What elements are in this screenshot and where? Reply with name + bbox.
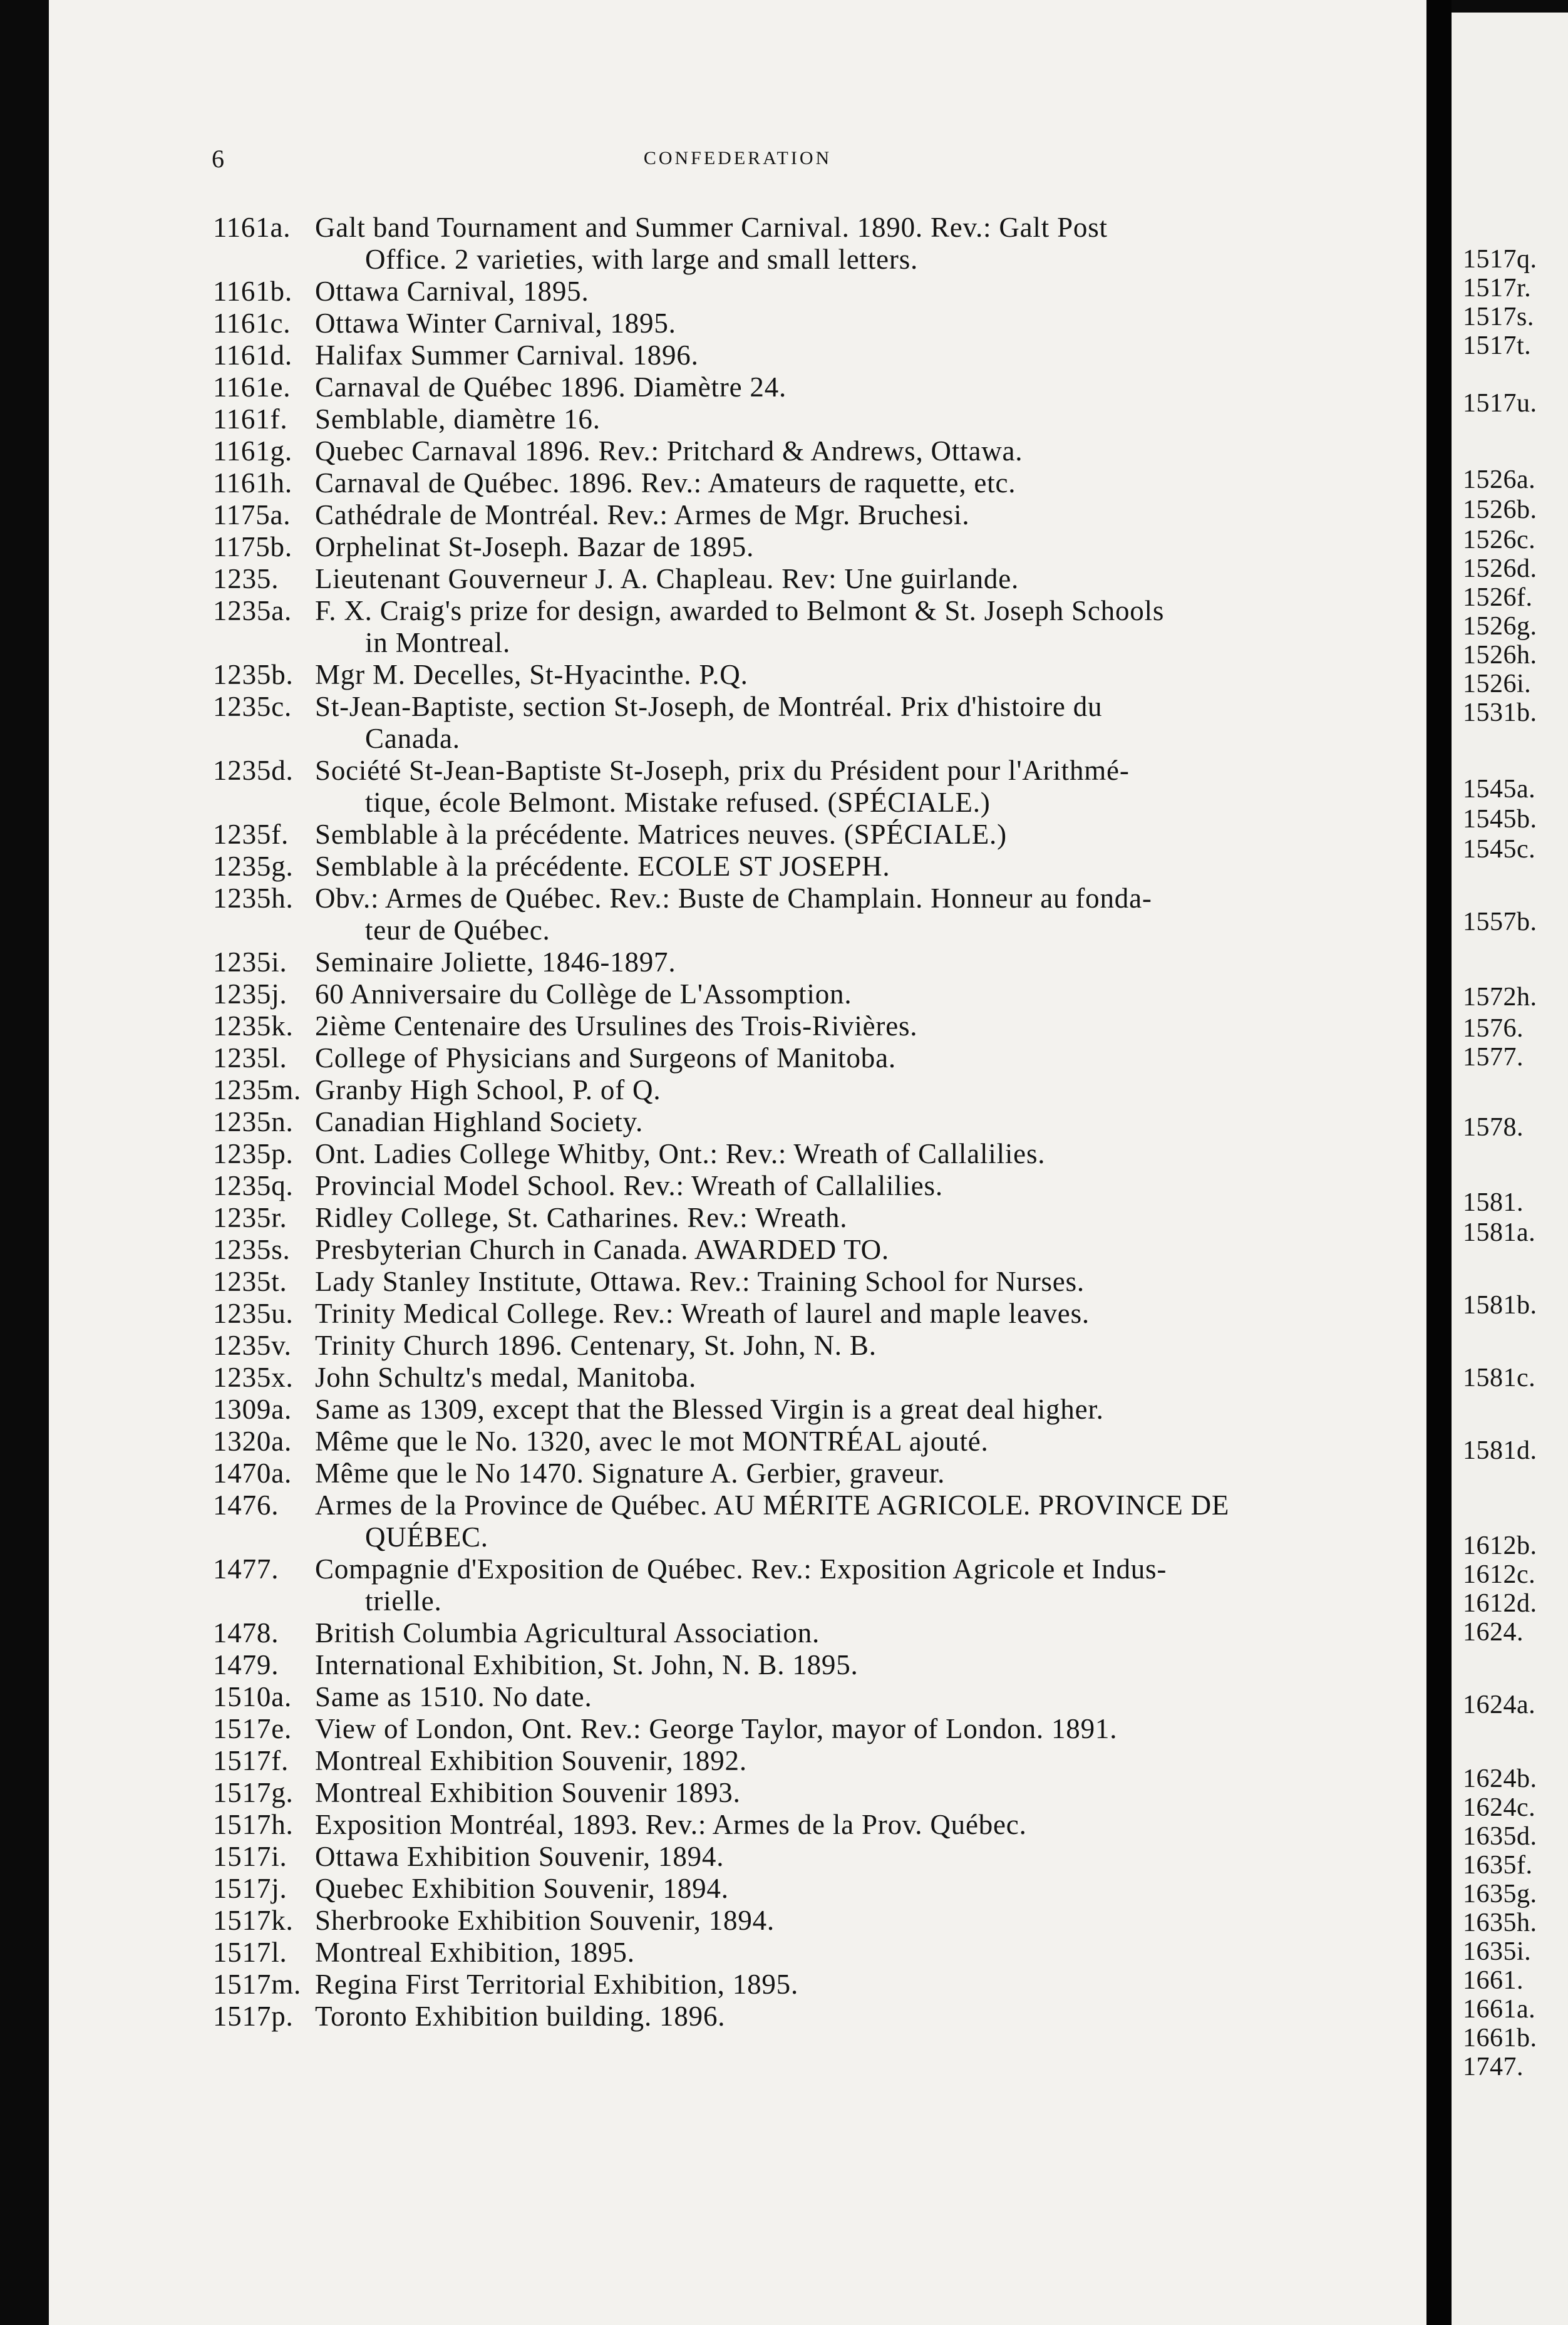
- entry-text: Cathédrale de Montréal. Rev.: Armes de Mgr. Bruchesi.: [315, 499, 970, 531]
- entry-continuation: teur de Québec.: [365, 914, 550, 946]
- right-entry-number: 1635i.: [1463, 1937, 1532, 1966]
- entry-number: 1235a.: [213, 595, 292, 626]
- entry-number: 1235r.: [213, 1202, 287, 1233]
- entry-number: 1320a.: [213, 1426, 292, 1457]
- entry-text: Compagnie d'Exposition de Québec. Rev.: Exposition Agricole et Indus-: [315, 1553, 1167, 1585]
- entry-text: Sherbrooke Exhibition Souvenir, 1894.: [315, 1905, 775, 1936]
- entry-number: 1235i.: [213, 946, 287, 978]
- list-item: [213, 1298, 1440, 1330]
- list-item: [213, 851, 1440, 883]
- list-item: [213, 1234, 1440, 1266]
- list-item: [213, 403, 1440, 435]
- entry-number: 1479.: [213, 1649, 279, 1680]
- entry-text: Carnaval de Québec 1896. Diamètre 24.: [315, 371, 787, 403]
- entry-number: 1235h.: [213, 883, 294, 914]
- entry-text: Orphelinat St-Joseph. Bazar de 1895.: [315, 531, 755, 562]
- list-item: [213, 1010, 1440, 1042]
- right-entry-number: 1557b.: [1463, 908, 1537, 936]
- entry-continuation: QUÉBEC.: [365, 1521, 488, 1553]
- right-entry-number: 1581.: [1463, 1188, 1524, 1217]
- list-item: [213, 1202, 1440, 1234]
- entry-text: Société St-Jean-Baptiste St-Joseph, prix du Président pour l'Arithmé-: [315, 755, 1130, 786]
- entry-number: 1235q.: [213, 1170, 294, 1201]
- page-number: 6: [212, 145, 224, 173]
- entry-number: 1477.: [213, 1553, 279, 1585]
- entry-text: John Schultz's medal, Manitoba.: [315, 1362, 697, 1393]
- right-entry-number: 1526f.: [1463, 583, 1533, 612]
- entry-text: Montreal Exhibition, 1895.: [315, 1937, 635, 1968]
- list-item: [213, 1042, 1440, 1074]
- list-item: [213, 1937, 1440, 1969]
- right-entry-number: 1612d.: [1463, 1589, 1537, 1618]
- right-entry-number: 1661a.: [1463, 1995, 1536, 2024]
- right-entry-number: 1578.: [1463, 1113, 1524, 1142]
- list-item: [213, 339, 1440, 371]
- entry-text: Carnaval de Québec. 1896. Rev.: Amateurs de raquette, etc.: [315, 467, 1016, 499]
- entry-number: 1235u.: [213, 1298, 294, 1329]
- right-entry-number: 1612c.: [1463, 1560, 1536, 1589]
- entry-text: Semblable, diamètre 16.: [315, 403, 601, 435]
- running-head: CONFEDERATION: [643, 148, 832, 168]
- right-entry-number: 1624.: [1463, 1618, 1524, 1647]
- entry-text: Same as 1309, except that the Blessed Virgin is a great deal higher.: [315, 1394, 1104, 1425]
- entry-text: Mgr M. Decelles, St-Hyacinthe. P.Q.: [315, 659, 748, 690]
- entry-number: 1235p.: [213, 1138, 294, 1169]
- entry-continuation: trielle.: [365, 1585, 442, 1617]
- right-entry-number: 1517s.: [1463, 303, 1534, 331]
- list-item: [213, 1745, 1440, 1777]
- entry-number: 1517p.: [213, 2001, 294, 2032]
- list-item: [213, 499, 1440, 531]
- entry-number: 1235.: [213, 563, 279, 594]
- page-header: [49, 144, 1426, 182]
- right-entry-number: 1517r.: [1463, 274, 1532, 303]
- entry-number: 1510a.: [213, 1681, 292, 1712]
- right-entry-number: 1635f.: [1463, 1851, 1533, 1880]
- list-item: [213, 563, 1440, 595]
- entry-number: 1161e.: [213, 371, 291, 403]
- entry-text: Same as 1510. No date.: [315, 1681, 592, 1712]
- right-entry-number: 1526c.: [1463, 526, 1536, 554]
- entry-number: 1161g.: [213, 435, 292, 467]
- entry-number: 1517e.: [213, 1713, 292, 1744]
- list-item: [213, 435, 1440, 467]
- entry-text: Ottawa Carnival, 1895.: [315, 276, 589, 307]
- entry-number: 1517g.: [213, 1777, 294, 1808]
- list-item: [213, 1266, 1440, 1298]
- right-entry-number: 1526d.: [1463, 554, 1537, 583]
- list-item: [213, 946, 1440, 978]
- right-page-fragment: [1452, 13, 1568, 2325]
- entry-number: 1517i.: [213, 1841, 287, 1872]
- list-item: [213, 1489, 1440, 1553]
- entry-number: 1235m.: [213, 1074, 302, 1106]
- list-item: [213, 1458, 1440, 1489]
- entry-text: F. X. Craig's prize for design, awarded to Belmont & St. Joseph Schools: [315, 595, 1165, 626]
- entry-number: 1175a.: [213, 499, 291, 531]
- entry-text: Provincial Model School. Rev.: Wreath of Callalilies.: [315, 1170, 943, 1201]
- list-item: [213, 1713, 1440, 1745]
- list-item: [213, 691, 1440, 755]
- right-entry-number: 1581d.: [1463, 1436, 1537, 1465]
- list-item: [213, 1873, 1440, 1905]
- right-entry-number: 1624a.: [1463, 1691, 1536, 1719]
- entry-text: St-Jean-Baptiste, section St-Joseph, de Montréal. Prix d'histoire du: [315, 691, 1103, 722]
- right-entry-number: 1545c.: [1463, 835, 1536, 864]
- entry-text: College of Physicians and Surgeons of Manitoba.: [315, 1042, 896, 1074]
- entry-number: 1235f.: [213, 819, 289, 850]
- right-entry-number: 1661.: [1463, 1966, 1524, 1995]
- entry-text: Toronto Exhibition building. 1896.: [315, 2001, 726, 2032]
- right-entry-number: 1526i.: [1463, 670, 1532, 698]
- entry-text: Seminaire Joliette, 1846-1897.: [315, 946, 676, 978]
- list-item: [213, 1617, 1440, 1649]
- entry-number: 1517l.: [213, 1937, 287, 1968]
- entry-number: 1161b.: [213, 276, 292, 307]
- list-item: [213, 467, 1440, 499]
- entry-number: 1470a.: [213, 1458, 292, 1489]
- entry-number: 1161f.: [213, 403, 288, 435]
- entry-text: Ottawa Exhibition Souvenir, 1894.: [315, 1841, 725, 1872]
- list-item: [213, 1074, 1440, 1106]
- entry-number: 1235d.: [213, 755, 294, 786]
- entry-text: Même que le No. 1320, avec le mot MONTRÉAL ajouté.: [315, 1426, 989, 1457]
- entry-number: 1235l.: [213, 1042, 287, 1074]
- entry-number: 1476.: [213, 1489, 279, 1521]
- entry-text: Exposition Montréal, 1893. Rev.: Armes de la Prov. Québec.: [315, 1809, 1027, 1840]
- list-item: [213, 978, 1440, 1010]
- entry-text: 2ième Centenaire des Ursulines des Trois-Rivières.: [315, 1010, 918, 1042]
- right-entry-number: 1635d.: [1463, 1822, 1537, 1851]
- right-entry-number: 1517u.: [1463, 389, 1537, 418]
- entry-number: 1161c.: [213, 308, 291, 339]
- list-item: [213, 1905, 1440, 1937]
- entry-text: View of London, Ont. Rev.: George Taylor, mayor of London. 1891.: [315, 1713, 1118, 1744]
- list-item: [213, 371, 1440, 403]
- list-item: [213, 1426, 1440, 1458]
- entry-text: Regina First Territorial Exhibition, 1895.: [315, 1969, 799, 2000]
- right-entry-number: 1581b.: [1463, 1291, 1537, 1320]
- right-entry-number: 1572h.: [1463, 983, 1537, 1012]
- entry-number: 1235c.: [213, 691, 292, 722]
- entry-text: Armes de la Province de Québec. AU MÉRITE AGRICOLE. PROVINCE DE: [315, 1489, 1230, 1521]
- entry-text: Montreal Exhibition Souvenir 1893.: [315, 1777, 741, 1808]
- list-item: [213, 595, 1440, 659]
- entry-number: 1235s.: [213, 1234, 291, 1265]
- entry-continuation: tique, école Belmont. Mistake refused. (SPÉCIALE.): [365, 787, 991, 818]
- entry-text: Montreal Exhibition Souvenir, 1892.: [315, 1745, 747, 1776]
- right-entry-number: 1635h.: [1463, 1908, 1537, 1937]
- entry-text: Canadian Highland Society.: [315, 1106, 644, 1137]
- right-entry-number: 1576.: [1463, 1014, 1524, 1043]
- entry-number: 1235j.: [213, 978, 287, 1010]
- entry-number: 1235n.: [213, 1106, 294, 1137]
- entry-text: International Exhibition, St. John, N. B. 1895.: [315, 1649, 859, 1680]
- entry-text: Lady Stanley Institute, Ottawa. Rev.: Training School for Nurses.: [315, 1266, 1085, 1297]
- list-item: [213, 1649, 1440, 1681]
- entry-continuation: Office. 2 varieties, with large and small letters.: [365, 244, 919, 275]
- entry-number: 1517k.: [213, 1905, 294, 1936]
- list-item: [213, 819, 1440, 851]
- list-item: [213, 1841, 1440, 1873]
- entry-text: Trinity Medical College. Rev.: Wreath of laurel and maple leaves.: [315, 1298, 1090, 1329]
- entry-number: 1517m.: [213, 1969, 302, 2000]
- right-entry-number: 1624c.: [1463, 1793, 1536, 1822]
- entry-text: Quebec Exhibition Souvenir, 1894.: [315, 1873, 729, 1904]
- entry-text: Ottawa Winter Carnival, 1895.: [315, 308, 676, 339]
- list-item: [213, 1681, 1440, 1713]
- right-entry-number: 1661b.: [1463, 2024, 1537, 2053]
- entry-number: 1517h.: [213, 1809, 294, 1840]
- entries-list: [213, 212, 1440, 2032]
- right-entry-number: 1545b.: [1463, 805, 1537, 834]
- right-entry-number: 1526g.: [1463, 612, 1537, 641]
- list-item: [213, 1777, 1440, 1809]
- list-item: [213, 1969, 1440, 2001]
- list-item: [213, 531, 1440, 563]
- entry-text: Semblable à la précédente. ECOLE ST JOSEPH.: [315, 851, 890, 882]
- right-entry-number: 1581c.: [1463, 1364, 1536, 1392]
- entry-text: Trinity Church 1896. Centenary, St. John, N. B.: [315, 1330, 877, 1361]
- entry-text: British Columbia Agricultural Association.: [315, 1617, 820, 1649]
- entry-number: 1517f.: [213, 1745, 289, 1776]
- entry-number: 1161h.: [213, 467, 292, 499]
- entry-text: Semblable à la précédente. Matrices neuves. (SPÉCIALE.): [315, 819, 1007, 850]
- entry-text: 60 Anniversaire du Collège de L'Assomption.: [315, 978, 852, 1010]
- entry-text: Presbyterian Church in Canada. AWARDED TO.: [315, 1234, 889, 1265]
- entry-text: Galt band Tournament and Summer Carnival. 1890. Rev.: Galt Post: [315, 212, 1108, 243]
- right-entry-number: 1517q.: [1463, 245, 1537, 274]
- list-item: [213, 1553, 1440, 1617]
- right-entry-number: 1526b.: [1463, 495, 1537, 524]
- right-entry-number: 1635g.: [1463, 1880, 1537, 1908]
- list-item: [213, 883, 1440, 946]
- right-entry-number: 1577.: [1463, 1043, 1524, 1072]
- entry-number: 1517j.: [213, 1873, 287, 1904]
- right-entry-number: 1531b.: [1463, 698, 1537, 727]
- entry-text: Même que le No 1470. Signature A. Gerbier, graveur.: [315, 1458, 946, 1489]
- list-item: [213, 1170, 1440, 1202]
- list-item: [213, 659, 1440, 691]
- right-entry-number: 1747.: [1463, 2053, 1524, 2081]
- right-entry-number: 1581a.: [1463, 1218, 1536, 1247]
- entry-number: 1235x.: [213, 1362, 294, 1393]
- right-entry-number: 1624b.: [1463, 1764, 1537, 1793]
- entry-number: 1235k.: [213, 1010, 294, 1042]
- entry-text: Halifax Summer Carnival. 1896.: [315, 339, 699, 371]
- entry-number: 1478.: [213, 1617, 279, 1649]
- entry-text: Ridley College, St. Catharines. Rev.: Wreath.: [315, 1202, 848, 1233]
- list-item: [213, 2001, 1440, 2032]
- entry-text: Ont. Ladies College Whitby, Ont.: Rev.: Wreath of Callalilies.: [315, 1138, 1046, 1169]
- list-item: [213, 1362, 1440, 1394]
- list-item: [213, 212, 1440, 276]
- list-item: [213, 1809, 1440, 1841]
- list-item: [213, 1330, 1440, 1362]
- list-item: [213, 755, 1440, 819]
- entry-text: Granby High School, P. of Q.: [315, 1074, 661, 1106]
- list-item: [213, 276, 1440, 308]
- entry-continuation: Canada.: [365, 723, 460, 754]
- entry-number: 1161a.: [213, 212, 291, 243]
- list-item: [213, 1138, 1440, 1170]
- right-entry-number: 1526h.: [1463, 641, 1537, 670]
- entry-continuation: in Montreal.: [365, 627, 511, 658]
- entry-number: 1309a.: [213, 1394, 292, 1425]
- entry-number: 1235g.: [213, 851, 294, 882]
- left-page: [49, 0, 1426, 2325]
- right-entry-number: 1545a.: [1463, 775, 1536, 804]
- list-item: [213, 308, 1440, 339]
- entry-number: 1235t.: [213, 1266, 287, 1297]
- right-entry-number: 1517t.: [1463, 331, 1532, 360]
- entry-text: Lieutenant Gouverneur J. A. Chapleau. Rev: Une guirlande.: [315, 563, 1019, 594]
- entry-number: 1161d.: [213, 339, 292, 371]
- list-item: [213, 1106, 1440, 1138]
- entry-number: 1235b.: [213, 659, 294, 690]
- entry-number: 1235v.: [213, 1330, 292, 1361]
- list-item: [213, 1394, 1440, 1426]
- entry-number: 1175b.: [213, 531, 292, 562]
- right-entry-number: 1526a.: [1463, 465, 1536, 494]
- entry-text: Obv.: Armes de Québec. Rev.: Buste de Champlain. Honneur au fonda-: [315, 883, 1152, 914]
- entry-text: Quebec Carnaval 1896. Rev.: Pritchard & Andrews, Ottawa.: [315, 435, 1023, 467]
- right-entry-number: 1612b.: [1463, 1531, 1537, 1560]
